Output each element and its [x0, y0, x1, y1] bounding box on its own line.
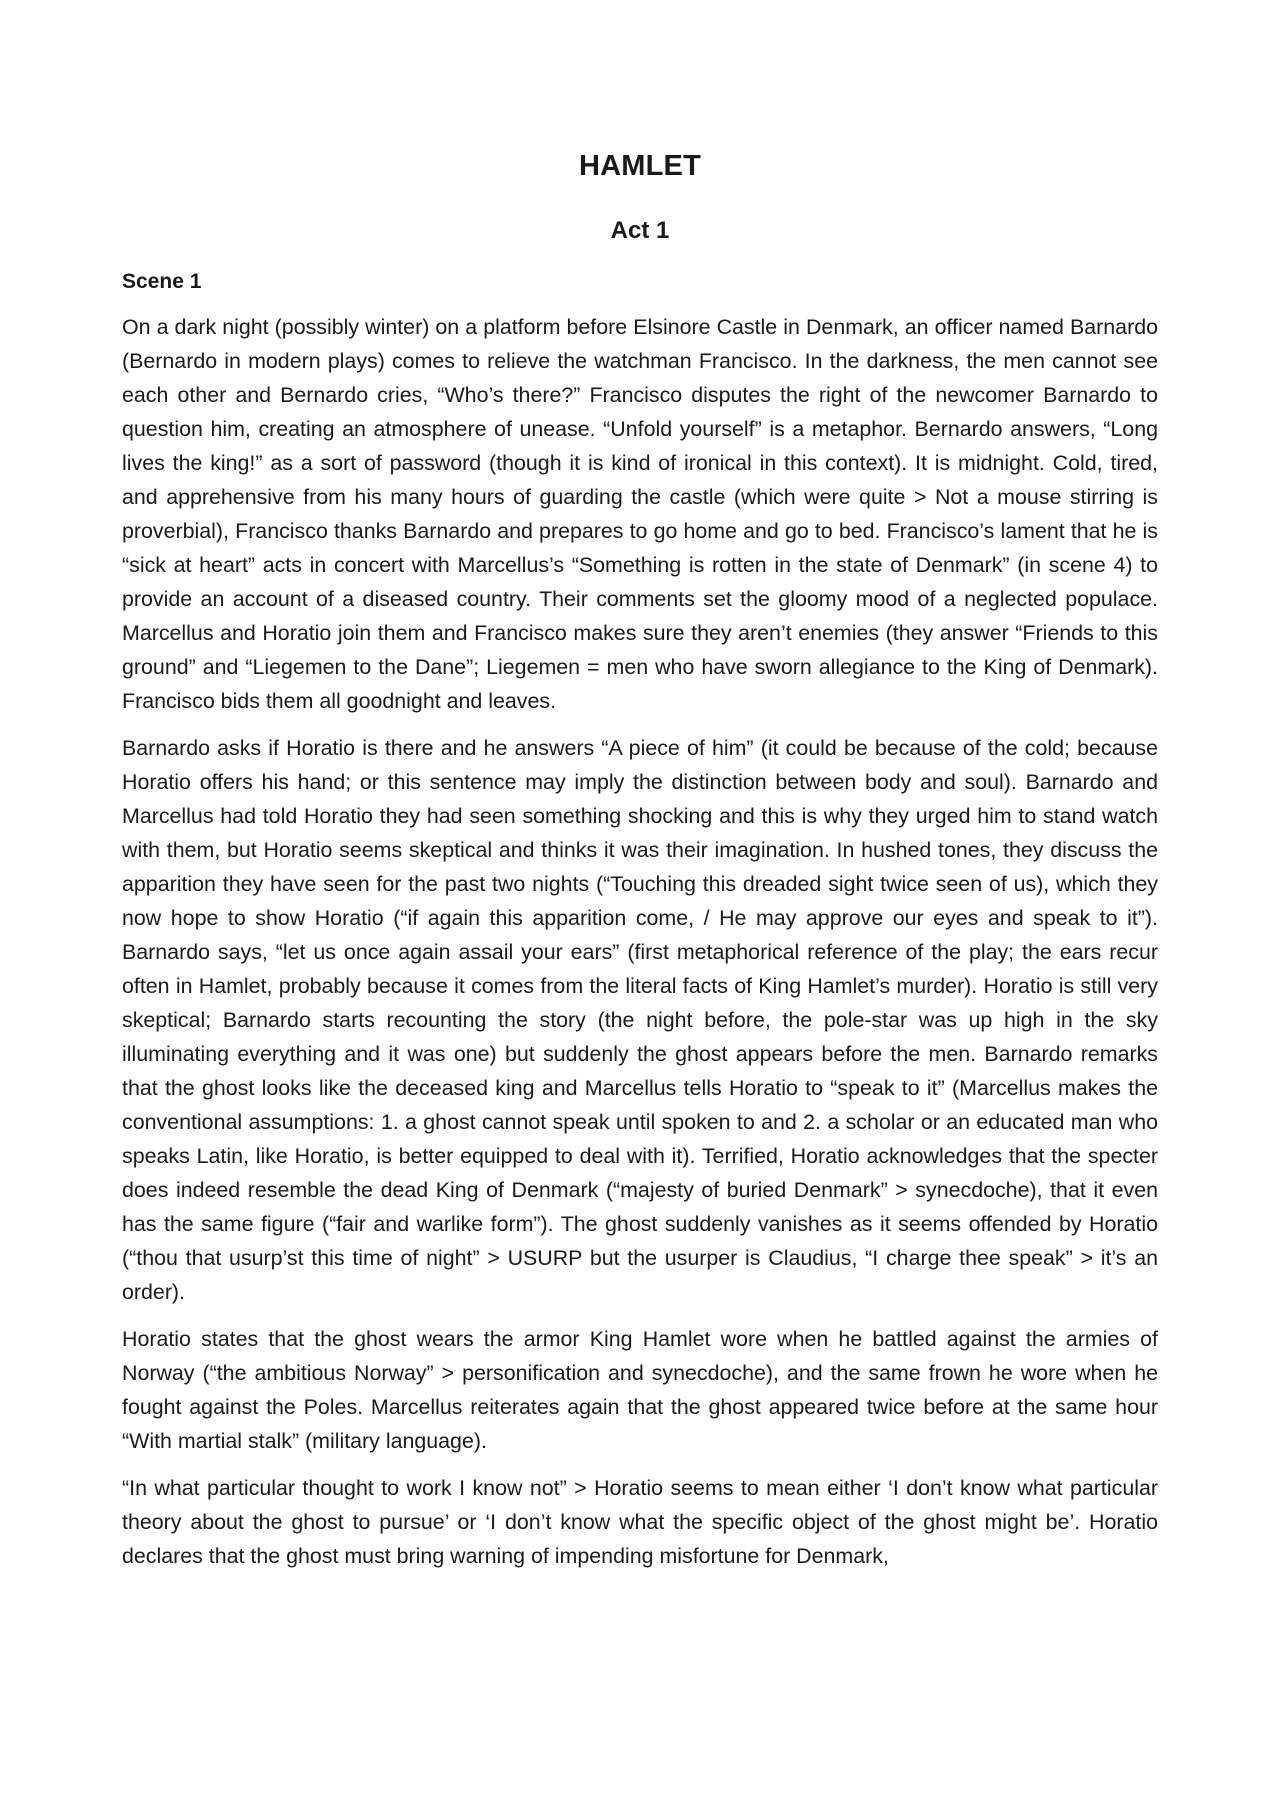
paragraph-3: Horatio states that the ghost wears the armor King Hamlet wore when he battled against the armies of Norway (“the ambitious Norway” > personification and synecdoche), and the same frown he wore when he fought against the Poles. Marcellus reiterates again that the ghost appeared twice before at the same hour “With martial stalk” (military language). [122, 1327, 1158, 1453]
scene-heading: Scene 1 [122, 270, 202, 293]
document-page [122, 150, 1158, 1586]
act-heading: Act 1 [610, 217, 670, 244]
paragraph-1: On a dark night (possibly winter) on a platform before Elsinore Castle in Denmark, an officer named Barnardo (Bernardo in modern plays) comes to relieve the watchman Francisco. In the darkness, the men cannot see each other and Bernardo cries, “Who’s there?” Francisco disputes the right of the newcomer Barnardo to question him, creating an atmosphere of unease. “Unfold yourself” is a metaphor. Bernardo answers, “Long lives the king!” as a sort of password (though it is kind of ironical in this context). It is midnight. Cold, tired, and apprehensive from his many hours of guarding the castle (which were quite > Not a mouse stirring is proverbial), Francisco thanks Barnardo and prepares to go home and go to bed. Francisco’s lament that he is “sick at heart” acts in concert with Marcellus’s “Something is rotten in the state of Denmark” (in scene 4) to provide an account of a diseased country. Their comments set the gloomy mood of a neglected populace. Marcellus and Horatio join them and Francisco makes sure they aren’t enemies (they answer “Friends to this ground” and “Liegemen to the Dane”; Liegemen = men who have sworn allegiance to the King of Denmark). Francisco bids them all goodnight and leaves. [122, 315, 1158, 713]
document-title: HAMLET [578, 150, 701, 182]
paragraph-2: Barnardo asks if Horatio is there and he answers “A piece of him” (it could be because of the cold; because Horatio offers his hand; or this sentence may imply the distinction between body and soul). Barnardo and Marcellus had told Horatio they had seen something shocking and this is why they urged him to stand watch with them, but Horatio seems skeptical and thinks it was their imagination. In hushed tones, they discuss the apparition they have seen for the past two nights (“Touching this dreaded sight twice seen of us), which they now hope to show Horatio (“if again this apparition come, / He may approve our eyes and speak to it”). Barnardo says, “let us once again assail your ears” (first metaphorical reference of the play; the ears recur often in Hamlet, probably because it comes from the literal facts of King Hamlet’s murder). Horatio is still very skeptical; Barnardo starts recounting the story (the night before, the pole-star was up high in the sky illuminating everything and it was one) but suddenly the ghost appears before the men. Barnardo remarks that the ghost looks like the deceased king and Marcellus tells Horatio to “speak to it” (Marcellus makes the conventional assumptions: 1. a ghost cannot speak until spoken to and 2. a scholar or an educated man who speaks Latin, like Horatio, is better equipped to deal with it). Terrified, Horatio acknowledges that the specter does indeed resemble the dead King of Denmark (“majesty of buried Denmark” > synecdoche), that it even has the same figure (“fair and warlike form”). The ghost suddenly vanishes as it seems offended by Horatio (“thou that usurp’st this time of night” > USURP but the usurper is Claudius, “I charge thee speak” > it’s an order). [122, 736, 1158, 1304]
paragraph-4: “In what particular thought to work I know not” > Horatio seems to mean either ‘I don’t know what particular theory about the ghost to pursue’ or ‘I don’t know what the specific object of the ghost might be’. Horatio declares that the ghost must bring warning of impending misfortune for Denmark, [122, 1476, 1158, 1568]
